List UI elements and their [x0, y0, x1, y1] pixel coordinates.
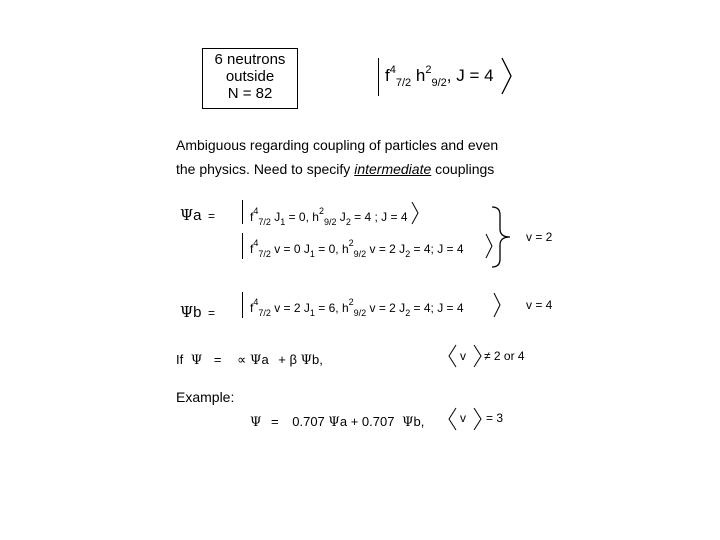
- neutrons-box: [202, 48, 298, 109]
- paragraph-line-1: Ambiguous regarding coupling of particles and even: [176, 137, 499, 153]
- expect2-right-angle: [472, 406, 484, 432]
- expect2-left-angle: [446, 406, 458, 432]
- top-ket-bar: [378, 58, 379, 96]
- example-label: Example:: [176, 389, 235, 405]
- expect1-right-angle: [472, 343, 484, 369]
- psi-a-row2-bar: [242, 233, 243, 259]
- psi-b-seniority: v = 4: [526, 298, 553, 312]
- psi-b-angle: [492, 291, 502, 319]
- box-line-2: outside: [225, 68, 275, 85]
- psi-b-equals: =: [208, 306, 216, 320]
- expect2-value: = 3: [486, 411, 504, 425]
- psi-a-row2: $f^4_{7/2}$ v = 0 $J_1 = 0$, $h^2_{9/2}$ v = 2 $J_2 = 4$; J = 4: [250, 238, 464, 259]
- psi-a-row1-bar: [242, 200, 243, 224]
- example-line: Ψ = 0.707 Ψa + 0.707 Ψb,: [250, 414, 425, 430]
- psi-a-row1-angle: [410, 200, 420, 226]
- top-ket: $f^4_{7/2}$ $h^2_{9/2}$, J = 4: [385, 64, 494, 89]
- paragraph-line-2: the physics. Need to specify intermediate couplings: [176, 161, 495, 177]
- expect1-v: v: [460, 349, 466, 363]
- psi-b-bar: [242, 292, 243, 318]
- curly-brace-icon: [490, 205, 520, 269]
- if-line: If Ψ = ∝ Ψa + β Ψb,: [176, 352, 323, 368]
- psi-b-label: Ψb: [180, 303, 202, 321]
- psi-a-label: Ψa: [180, 206, 202, 224]
- top-ket-angle: [500, 56, 514, 96]
- psi-b-row: $f^4_{7/2}$ v = 2 $J_1 = 6$, $h^2_{9/2}$ v = 2 $J_2 = 4$; J = 4: [250, 297, 464, 318]
- expect1-left-angle: [446, 343, 458, 369]
- psi-a-seniority: v = 2: [526, 230, 553, 244]
- expect1-value: ≠ 2 or 4: [484, 349, 525, 363]
- box-line-3: N = 82: [227, 85, 273, 102]
- box-line-1: 6 neutrons: [214, 51, 286, 68]
- psi-a-row1: $f^4_{7/2}$ $J_1 = 0$, $h^2_{9/2}$ $J_2 = 4$ ; J = 4: [250, 206, 408, 227]
- psi-a-equals: =: [208, 209, 216, 223]
- expect2-v: v: [460, 411, 466, 425]
